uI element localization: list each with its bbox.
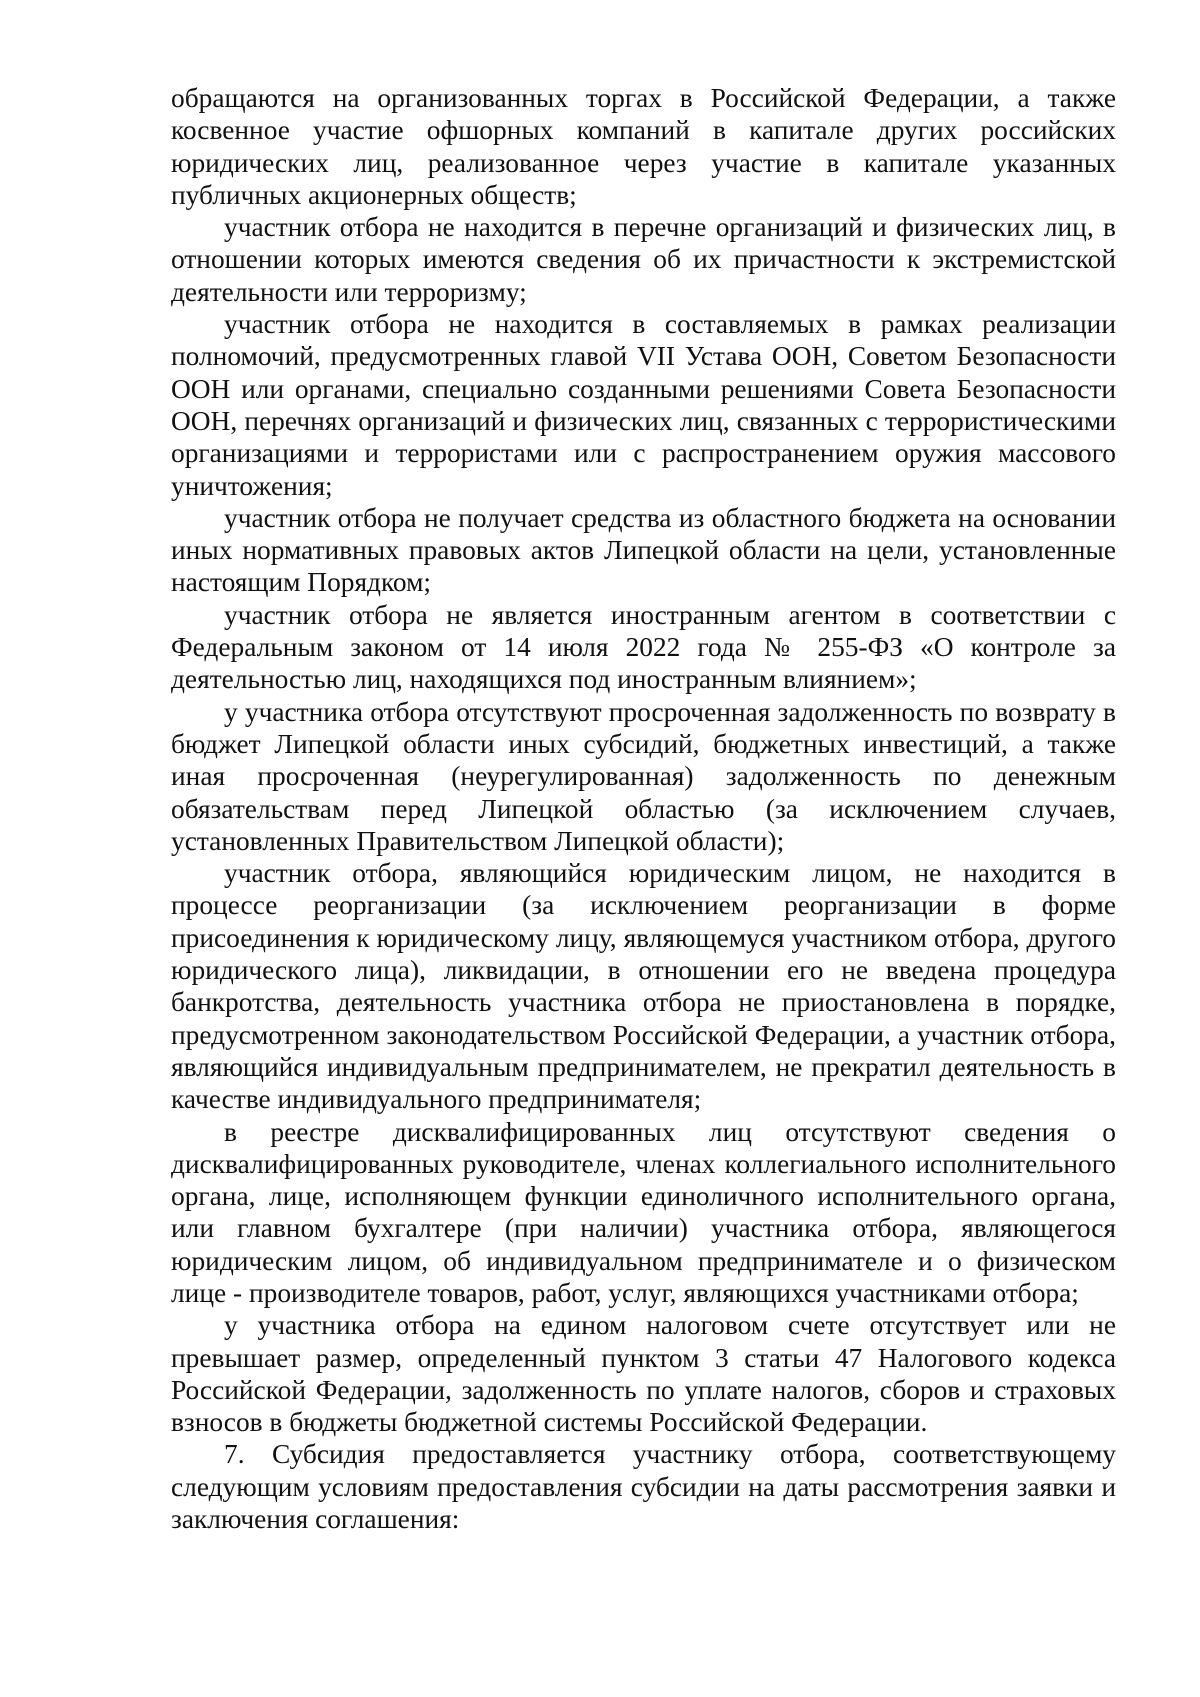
document-body xyxy=(171,82,1116,1535)
paragraph-continuation: обращаются на организованных торгах в Российской Федерации, а также косвенное участие офшорных компаний в капитале других российских юридических лиц, реализованное через участие в капитале указанных публичных акционерных обществ; xyxy=(171,83,1116,210)
paragraph-un-security-council-lists: участник отбора не находится в составляемых в рамках реализации полномочий, предусмотренных главой VII Устава ООН, Советом Безопасности ООН или органами, специально созданными решениями Совета Безопасности ООН, перечнях организаций и физических лиц, связанных с террористическими организациями и террористами или с распространением оружия массового уничтожения; xyxy=(171,309,1116,501)
paragraph-foreign-agent: участник отбора не является иностранным агентом в соответствии с Федеральным законом от 14 июля 2022 года № 255-ФЗ «О контроле за деятельностью лиц, находящихся под иностранным влиянием»; xyxy=(171,599,1116,695)
paragraph-overdue-debt: у участника отбора отсутствуют просроченная задолженность по возврату в бюджет Липецкой области иных субсидий, бюджетных инвестиций, а также иная просроченная (неурегулированная) задолженность по денежным обязательствам перед Липецкой областью (за исключением случаев, установленных Правительством Липецкой области); xyxy=(171,696,1116,856)
paragraph-extremism-list: участник отбора не находится в перечне организаций и физических лиц, в отношении которых имеются сведения об их причастности к экстремистской деятельности или терроризму; xyxy=(171,212,1116,307)
paragraph-reorganization-liquidation: участник отбора, являющийся юридическим лицом, не находится в процессе реорганизации (за исключением реорганизации в форме присоединения к юридическому лицу, являющемуся участником отбора, другого юридического лица), ликвидации, в отношении его не введена процедура банкротства, деятельность участника отбора не приостановлена в порядке, предусмотренном законодательством Российской Федерации, а участник отбора, являющийся индивидуальным предпринимателем, не прекратил деятельность в качестве индивидуального предпринимателя; xyxy=(171,858,1116,1115)
paragraph-section-7: 7. Субсидия предоставляется участнику отбора, соответствующему следующим условиям предоставления субсидии на даты рассмотрения заявки и заключения соглашения: xyxy=(171,1439,1116,1535)
paragraph-regional-budget-funds: участник отбора не получает средства из областного бюджета на основании иных нормативных правовых актов Липецкой области на цели, установленные настоящим Порядком; xyxy=(171,502,1116,598)
paragraph-tax-account-debt: у участника отбора на едином налоговом счете отсутствует или не превышает размер, определенный пунктом 3 статьи 47 Налогового кодекса Российской Федерации, задолженность по уплате налогов, сборов и страховых взносов в бюджеты бюджетной системы Российской Федерации. xyxy=(171,1310,1116,1438)
paragraph-disqualified-persons: в реестре дисквалифицированных лиц отсутствуют сведения о дисквалифицированных руководителе, членах коллегиального исполнительного органа, лице, исполняющем функции единоличного исполнительного органа, или главном бухгалтере (при наличии) участника отбора, являющегося юридическим лицом, об индивидуальном предпринимателе и о физическом лице - производителе товаров, работ, услуг, являющихся участниками отбора; xyxy=(171,1116,1116,1308)
